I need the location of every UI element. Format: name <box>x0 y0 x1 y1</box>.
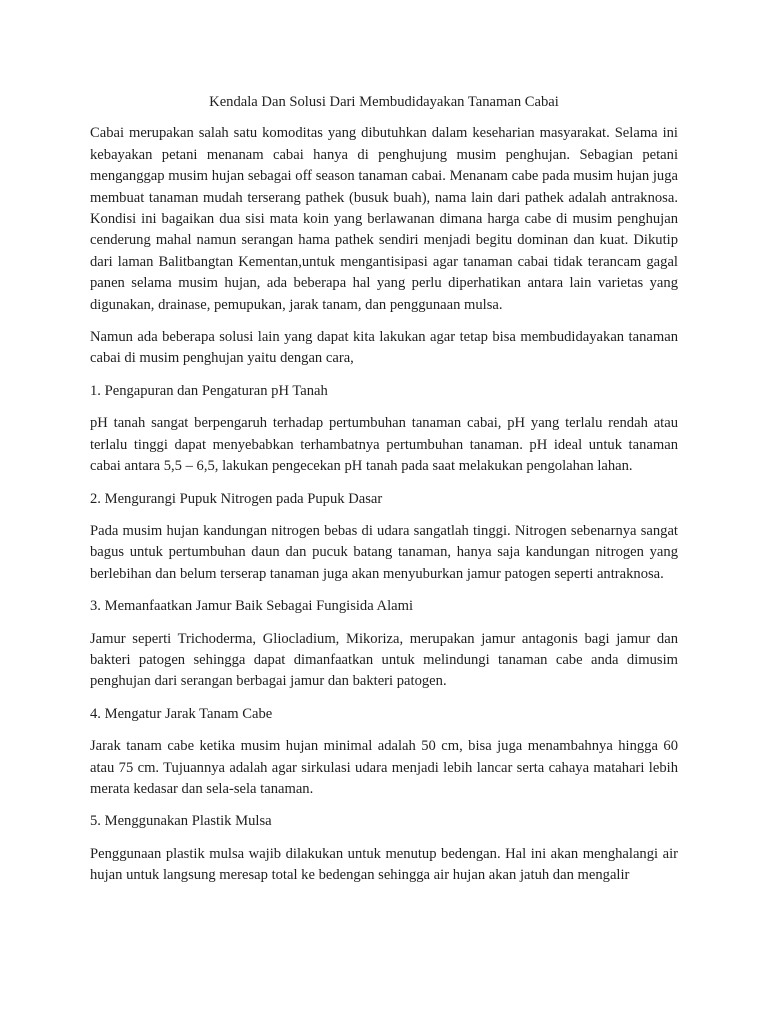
section-body-1: pH tanah sangat berpengaruh terhadap pertumbuhan tanaman cabai, pH yang terlalu rendah atau terlalu tinggi dapat menyebabkan terhambatnya pertumbuhan tanaman. pH ideal untuk tanaman cabai antara 5,5 – 6,5, lakukan pengecekan pH tanah pada saat melakukan pengolahan lahan. <box>90 415 678 475</box>
document-title: Kendala Dan Solusi Dari Membudidayakan Tanaman Cabai <box>209 94 559 110</box>
section-heading-4: 4. Mengatur Jarak Tanam Cabe <box>90 705 273 722</box>
section-heading-3: 3. Memanfaatkan Jamur Baik Sebagai Fungisida Alami <box>90 598 414 615</box>
section-heading-1: 1. Pengapuran dan Pengaturan pH Tanah <box>90 382 328 399</box>
section-body-5: Penggunaan plastik mulsa wajib dilakukan untuk menutup bedengan. Hal ini akan menghalangi air hujan untuk langsung meresap total ke bedengan sehingga air hujan akan jatuh dan mengalir <box>90 845 678 884</box>
document-body <box>90 92 678 898</box>
intro-paragraph: Cabai merupakan salah satu komoditas yang dibutuhkan dalam keseharian masyarakat. Selama ini kebayakan petani menanam cabai hanya di penghujung musim penghujan. Sebagian petani menganggap musim hujan sebagai off season tanaman cabai. Menanam cabe pada musim hujan juga membuat tanaman mudah terserang pathek (busuk buah), nama lain dari pathek adalah antraknosa. Kondisi ini bagaikan dua sisi mata koin yang berlawanan dimana harga cabe di musim penghujan cenderung mahal namun serangan hama pathek sendiri menjadi begitu dominan dan kuat. Dikutip dari laman Balitbangtan Kementan,untuk mengantisipasi agar tanaman cabai tidak terancam gagal panen selama musim hujan, ada beberapa hal yang perlu diperhatikan antara lain varietas yang digunakan, drainase, pemupukan, jarak tanam, dan penggunaan mulsa. <box>90 125 678 313</box>
lead-in-paragraph: Namun ada beberapa solusi lain yang dapat kita lakukan agar tetap bisa membudidayakan tanaman cabai di musim penghujan yaitu dengan cara, <box>90 329 678 367</box>
section-heading-2: 2. Mengurangi Pupuk Nitrogen pada Pupuk Dasar <box>90 490 383 507</box>
section-body-2: Pada musim hujan kandungan nitrogen bebas di udara sangatlah tinggi. Nitrogen sebenarnya sangat bagus untuk pertumbuhan daun dan pucuk batang tanaman, hanya saja kandungan nitrogen yang berlebihan dan belum terserap tanaman juga akan menyuburkan jamur patogen seperti antraknosa. <box>90 522 678 582</box>
section-body-4: Jarak tanam cabe ketika musim hujan minimal adalah 50 cm, bisa juga menambahnya hingga 60 atau 75 cm. Tujuannya adalah agar sirkulasi udara menjadi lebih lancar serta cahaya matahari lebih merata kedasar dan sela-sela tanaman. <box>90 738 678 797</box>
section-body-3: Jamur seperti Trichoderma, Gliocladium, Mikoriza, merupakan jamur antagonis bagi jamur dan bakteri patogen sehingga dapat dimanfaatkan untuk melindungi tanaman cabe anda dimusim penghujan dari serangan berbagai jamur dan bakteri patogen. <box>90 630 678 690</box>
section-heading-5: 5. Menggunakan Plastik Mulsa <box>90 813 272 830</box>
